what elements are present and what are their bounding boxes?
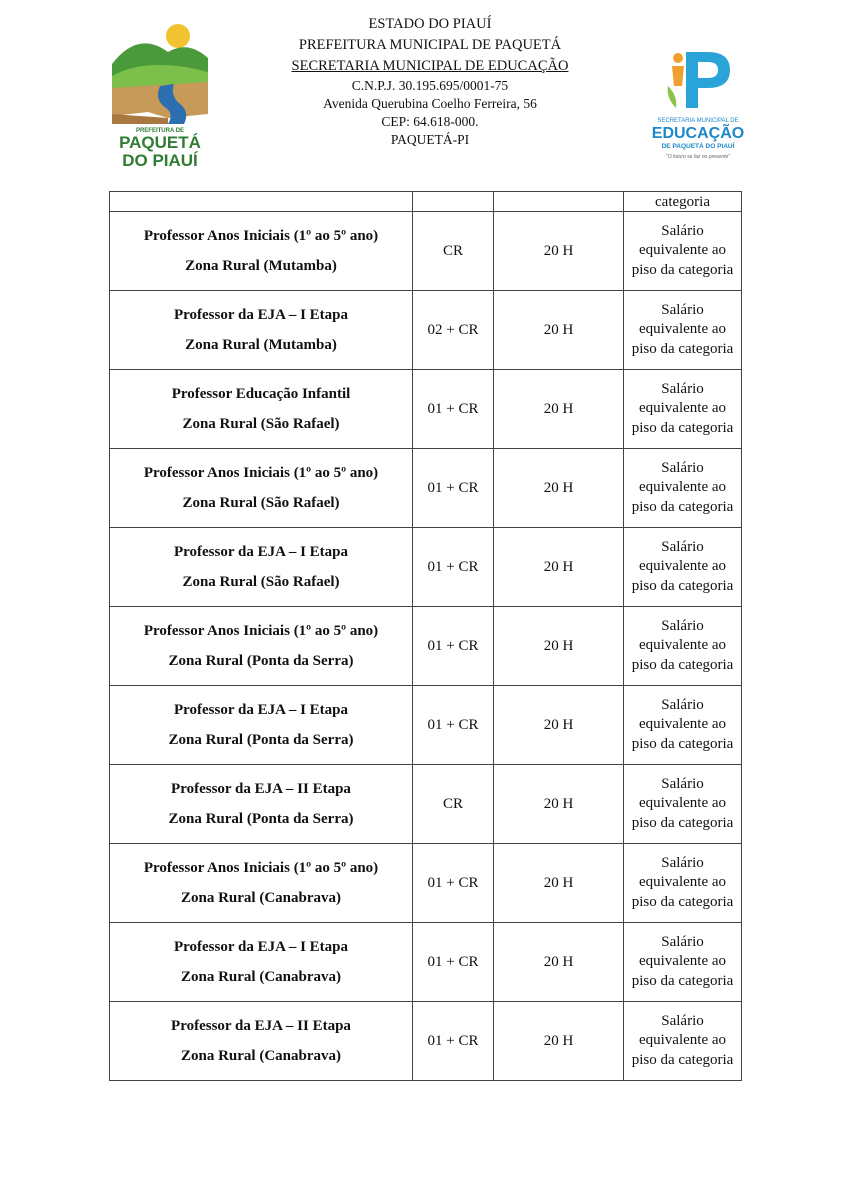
role-cell [110,291,413,370]
hours-cell [494,192,624,212]
hours-cell: 20 H [494,212,624,291]
role-location: Zona Rural (Ponta da Serra) [168,653,354,669]
role-cell [110,686,413,765]
logo-leaf-shape [668,86,677,108]
table-row [110,291,742,370]
logo-child-body-shape [672,66,684,86]
logo-ground-shape [112,114,168,124]
vacancies-cell: CR [413,765,494,844]
logo-tagline: "O futuro se faz no presente" [665,154,731,160]
logo-main-text: EDUCAÇÃO [651,125,745,142]
hours-cell: 20 H [494,607,624,686]
vacancies-cell: 02 + CR [413,291,494,370]
header-cep: CEP: 64.618-000. [381,114,479,129]
logo-top-text: SECRETARIA MUNICIPAL DE [657,118,739,124]
role-title: Professor Anos Iniciais (1º ao 5º ano) [143,228,379,244]
vacancies-cell: 01 + CR [413,528,494,607]
table-row [110,1002,742,1081]
table-row [110,686,742,765]
vacancies-cell: 01 + CR [413,607,494,686]
paqueta-prefecture-logo [108,22,212,172]
table-row [110,212,742,291]
role-cell [110,765,413,844]
vacancies-table [109,191,742,1081]
table-row [110,528,742,607]
hours-cell: 20 H [494,844,624,923]
role-title: Professor Anos Iniciais (1º ao 5º ano) [143,465,379,481]
header-secretariat: SECRETARIA MUNICIPAL DE EDUCAÇÃO [291,58,569,74]
role-title: Professor da EJA – I Etapa [173,307,349,323]
vacancies-cell: 01 + CR [413,1002,494,1081]
hours-cell: 20 H [494,528,624,607]
role-title: Professor da EJA – II Etapa [171,781,351,797]
role-location: Zona Rural (São Rafael) [182,574,340,590]
hours-cell: 20 H [494,370,624,449]
salary-cell: Salário equivalente ao piso da categoria [624,923,742,1002]
logo-child-head-shape [673,53,683,63]
role-title: Professor da EJA – I Etapa [173,939,349,955]
logo-name-line2: DO PIAUÍ [122,151,198,170]
role-cell [110,370,413,449]
role-cell [110,192,413,212]
salary-cell: Salário equivalente ao piso da categoria [624,765,742,844]
role-cell [110,607,413,686]
salary-cell: Salário equivalente ao piso da categoria [624,370,742,449]
role-location: Zona Rural (Canabrava) [180,969,341,985]
table-row [110,449,742,528]
salary-cell: Salário equivalente ao piso da categoria [624,212,742,291]
role-title: Professor Anos Iniciais (1º ao 5º ano) [143,623,379,639]
salary-cell: Salário equivalente ao piso da categoria [624,528,742,607]
role-location: Zona Rural (Ponta da Serra) [168,811,354,827]
salary-cell: Salário equivalente ao piso da categoria [624,607,742,686]
role-location: Zona Rural (São Rafael) [182,416,340,432]
table-row [110,923,742,1002]
header-cnpj: C.N.P.J. 30.195.695/0001-75 [351,78,509,93]
role-location: Zona Rural (Canabrava) [180,1048,341,1064]
header-text-block [250,14,610,149]
hours-cell: 20 H [494,686,624,765]
table-row [110,844,742,923]
role-cell [110,449,413,528]
education-secretariat-logo [646,42,750,167]
role-cell [110,212,413,291]
table-row [110,765,742,844]
hours-cell: 20 H [494,1002,624,1081]
vacancies-cell: 01 + CR [413,923,494,1002]
hours-cell: 20 H [494,291,624,370]
vacancies-cell: 01 + CR [413,370,494,449]
role-title: Professor da EJA – I Etapa [173,702,349,718]
vacancies-cell: 01 + CR [413,686,494,765]
salary-cell: Salário equivalente ao piso da categoria [624,686,742,765]
hours-cell: 20 H [494,923,624,1002]
hours-cell: 20 H [494,765,624,844]
role-title: Professor Anos Iniciais (1º ao 5º ano) [143,860,379,876]
role-location: Zona Rural (Ponta da Serra) [168,732,354,748]
salary-cell: Salário equivalente ao piso da categoria [624,449,742,528]
header-city: PAQUETÁ-PI [390,132,470,147]
header-state: ESTADO DO PIAUÍ [368,16,492,32]
role-title: Professor da EJA – I Etapa [173,544,349,560]
salary-cell: Salário equivalente ao piso da categoria [624,1002,742,1081]
salary-cell: categoria [624,192,742,212]
role-location: Zona Rural (Mutamba) [185,258,337,274]
logo-name-line1: PAQUETÁ [119,133,201,152]
role-cell [110,528,413,607]
header-address: Avenida Querubina Coelho Ferreira, 56 [323,96,537,111]
logo-sub-text: DE PAQUETÁ DO PIAUÍ [661,143,735,150]
salary-cell: Salário equivalente ao piso da categoria [624,291,742,370]
hours-cell: 20 H [494,449,624,528]
salary-cell: Salário equivalente ao piso da categoria [624,844,742,923]
vacancies-table-body [110,192,742,1081]
table-row-continuation [110,192,742,212]
table-row [110,370,742,449]
header-prefecture: PREFEITURA MUNICIPAL DE PAQUETÁ [298,37,562,53]
vacancies-cell [413,192,494,212]
role-location: Zona Rural (São Rafael) [182,495,340,511]
role-location: Zona Rural (Mutamba) [185,337,337,353]
document-header [0,0,849,190]
vacancies-cell: 01 + CR [413,449,494,528]
role-location: Zona Rural (Canabrava) [180,890,341,906]
vacancies-cell: 01 + CR [413,844,494,923]
logo-top-text: PREFEITURA DE [135,128,185,134]
role-title: Professor Educação Infantil [171,386,351,402]
role-cell [110,844,413,923]
table-row [110,607,742,686]
logo-p-letter-shape [686,52,730,108]
logo-sun-shape [166,24,190,48]
vacancies-cell: CR [413,212,494,291]
role-cell [110,923,413,1002]
role-cell [110,1002,413,1081]
role-title: Professor da EJA – II Etapa [171,1018,351,1034]
